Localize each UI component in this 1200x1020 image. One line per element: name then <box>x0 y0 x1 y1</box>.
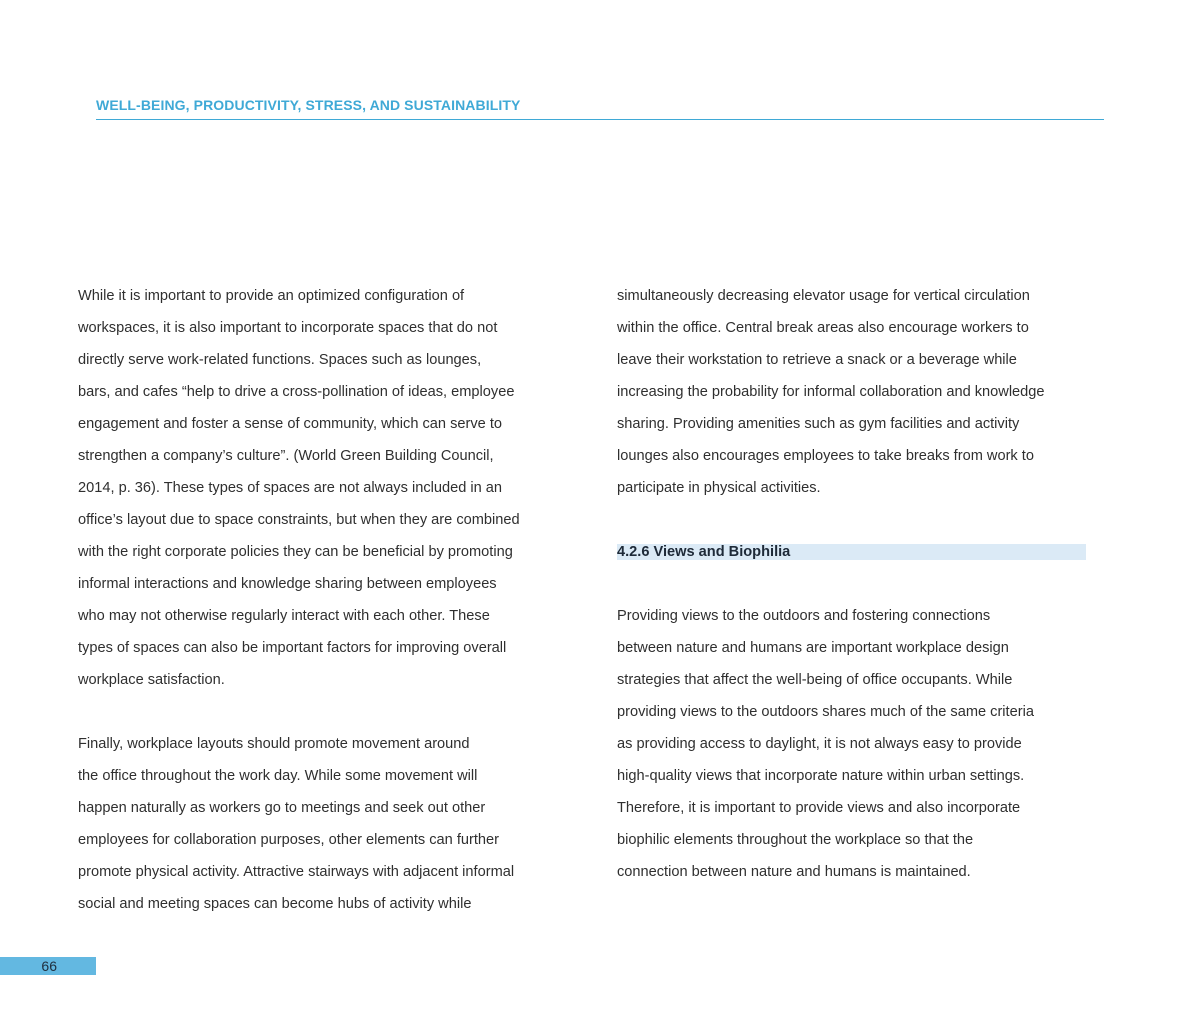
text-line: participate in physical activities. <box>617 480 821 496</box>
text-line: lounges also encourages employees to take breaks from work to <box>617 448 1034 464</box>
text-line: Therefore, it is important to provide views and also incorporate <box>617 800 1021 816</box>
left-column <box>78 280 578 920</box>
page-number: 66 <box>41 958 57 974</box>
text-line: workplace satisfaction. <box>78 672 225 688</box>
text-line: high-quality views that incorporate nature within urban settings. <box>617 768 1025 784</box>
paragraph-movement <box>78 728 578 920</box>
paragraph-spacer <box>78 696 578 728</box>
text-line: Finally, workplace layouts should promote movement around <box>78 736 470 752</box>
paragraph-spacer <box>617 504 1107 536</box>
text-line: 2014, p. 36). These types of spaces are not always included in an <box>78 480 503 496</box>
running-header <box>96 96 1104 120</box>
text-line: who may not otherwise regularly interact with each other. These <box>78 608 490 624</box>
text-line: bars, and cafes “help to drive a cross-pollination of ideas, employee <box>78 384 515 400</box>
text-line: sharing. Providing amenities such as gym facilities and activity <box>617 416 1020 432</box>
text-line: within the office. Central break areas also encourage workers to <box>617 320 1029 336</box>
text-line: informal interactions and knowledge sharing between employees <box>78 576 497 592</box>
right-column <box>617 280 1107 888</box>
text-line: between nature and humans are important workplace design <box>617 640 1009 656</box>
text-line: types of spaces can also be important factors for improving overall <box>78 640 507 656</box>
text-line: promote physical activity. Attractive stairways with adjacent informal <box>78 864 515 880</box>
paragraph-circulation <box>617 280 1107 504</box>
text-line: leave their workstation to retrieve a snack or a beverage while <box>617 352 1017 368</box>
text-line: While it is important to provide an optimized configuration of <box>78 288 465 304</box>
text-line: biophilic elements throughout the workplace so that the <box>617 832 974 848</box>
section-heading: 4.2.6 Views and Biophilia <box>617 544 1086 560</box>
text-line: providing views to the outdoors shares much of the same criteria <box>617 704 1034 720</box>
text-line: office’s layout due to space constraints, but when they are combined <box>78 512 520 528</box>
text-line: employees for collaboration purposes, other elements can further <box>78 832 500 848</box>
running-header-title: WELL-BEING, PRODUCTIVITY, STRESS, AND SUSTAINABILITY <box>96 97 521 113</box>
text-line: strategies that affect the well-being of office occupants. While <box>617 672 1013 688</box>
text-line: engagement and foster a sense of community, which can serve to <box>78 416 502 432</box>
text-line: as providing access to daylight, it is not always easy to provide <box>617 736 1022 752</box>
text-line: workspaces, it is also important to incorporate spaces that do not <box>78 320 498 336</box>
text-line: with the right corporate policies they can be beneficial by promoting <box>78 544 513 560</box>
paragraph-spacer <box>617 568 1107 600</box>
text-line: happen naturally as workers go to meetings and seek out other <box>78 800 486 816</box>
paragraph-views <box>617 600 1107 888</box>
text-line: connection between nature and humans is maintained. <box>617 864 971 880</box>
text-line: directly serve work-related functions. Spaces such as lounges, <box>78 352 482 368</box>
text-line: social and meeting spaces can become hubs of activity while <box>78 896 472 912</box>
text-line: the office throughout the work day. While some movement will <box>78 768 478 784</box>
page-number-badge <box>0 957 96 975</box>
text-line: increasing the probability for informal collaboration and knowledge <box>617 384 1045 400</box>
text-line: simultaneously decreasing elevator usage for vertical circulation <box>617 288 1030 304</box>
paragraph-social-spaces <box>78 280 578 696</box>
text-line: strengthen a company’s culture”. (World Green Building Council, <box>78 448 494 464</box>
text-line: Providing views to the outdoors and fostering connections <box>617 608 991 624</box>
